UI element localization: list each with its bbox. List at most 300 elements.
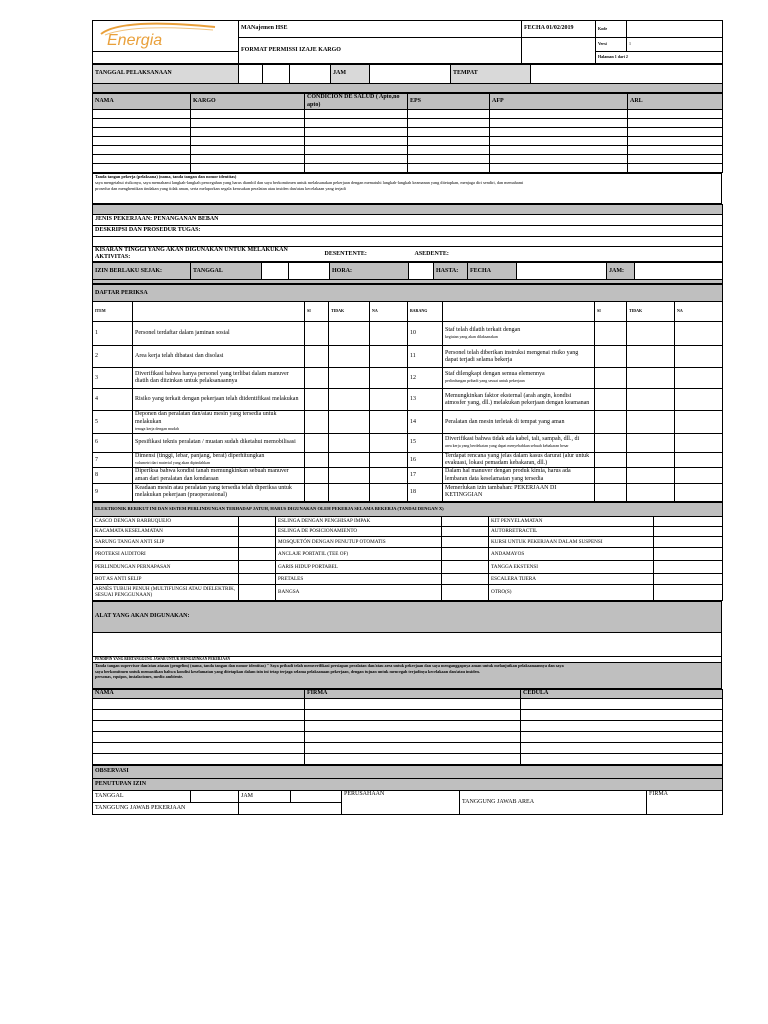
approval-cell[interactable] [93, 742, 305, 753]
check-box[interactable] [595, 368, 627, 389]
item-text [443, 483, 595, 501]
worker-cell[interactable] [305, 146, 408, 155]
closure-time-label: JAM [239, 790, 291, 802]
worker-cell[interactable] [191, 137, 305, 146]
worker-cell[interactable] [408, 119, 490, 128]
valid-fecha-label: FECHA [468, 263, 517, 280]
check-box[interactable] [675, 389, 723, 411]
ppe-item-label: AUTORRETRACTIL [489, 526, 654, 536]
ppe-checkbox[interactable] [442, 547, 489, 560]
check-box[interactable] [627, 483, 675, 501]
worker-cell[interactable] [490, 137, 628, 146]
check-box[interactable] [627, 322, 675, 346]
worker-cell[interactable] [191, 119, 305, 128]
approval-cell[interactable] [305, 698, 521, 709]
item-number: 18 [408, 483, 443, 501]
worker-cell[interactable] [93, 146, 191, 155]
ppe-checkbox[interactable] [654, 526, 723, 536]
approval-cell[interactable] [305, 731, 521, 742]
worker-cell[interactable] [490, 155, 628, 164]
worker-row [93, 164, 723, 173]
item-text [443, 452, 595, 467]
item-text [133, 368, 305, 389]
item-text [133, 411, 305, 434]
item-number: 1 [93, 322, 133, 346]
check-box[interactable] [675, 411, 723, 434]
check-box[interactable] [595, 468, 627, 483]
column-header: NAMA [93, 94, 191, 110]
worker-cell[interactable] [408, 164, 490, 173]
checklist-header-row [93, 302, 723, 322]
worker-cell[interactable] [408, 146, 490, 155]
worker-cell[interactable] [191, 128, 305, 137]
check-box[interactable] [329, 368, 370, 389]
column-header: CONDICIÓN DE SALUD ( Apto,no apto) [305, 94, 408, 110]
check-box[interactable] [305, 389, 329, 411]
item-text [443, 411, 595, 434]
check-box[interactable] [370, 468, 408, 483]
approval-cell[interactable] [93, 753, 305, 764]
ppe-item-label: TANGGA EKSTENSI [489, 560, 654, 573]
checklist-row [93, 452, 723, 467]
worker-row [93, 119, 723, 128]
checklist-row [93, 389, 723, 411]
execution-date-field[interactable] [290, 65, 331, 84]
ppe-row [93, 516, 723, 526]
ppe-item-label: OTRO(S) [489, 584, 654, 600]
checklist-title: DAFTAR PERIKSA [93, 285, 723, 302]
check-box[interactable] [595, 483, 627, 501]
item-sub: volumetri dari material yang akan dipindahkan [135, 460, 210, 466]
ppe-item-label: KACAMATA KESELAMATAN [93, 526, 239, 536]
closure-date-field[interactable] [191, 790, 239, 802]
worker-row [93, 137, 723, 146]
item-number: 2 [93, 346, 133, 368]
ppe-row [93, 526, 723, 536]
item-main: Keadaan mesin atau peralatan yang tersedia telah diperiksa untuk melakukan pekerjaan (praoperasional) [135, 485, 292, 499]
ppe-checkbox[interactable] [654, 516, 723, 526]
approval-cell[interactable] [305, 720, 521, 731]
checklist-row [93, 468, 723, 483]
worker-cell[interactable] [93, 119, 191, 128]
check-box[interactable] [329, 468, 370, 483]
check-box[interactable] [370, 452, 408, 467]
column-header: FIRMA [305, 689, 521, 698]
approval-cell[interactable] [93, 720, 305, 731]
valid-from-label: IZIN BERLAKU SEJAK: [93, 263, 191, 280]
check-box[interactable] [370, 389, 408, 411]
ppe-item-label: ANDAMAYOS [489, 547, 654, 560]
worker-row [93, 128, 723, 137]
check-box[interactable] [627, 433, 675, 452]
check-box[interactable] [305, 346, 329, 368]
item-text [133, 452, 305, 467]
item-main: Area kerja telah dibatasi dan disolasi [135, 353, 224, 360]
energia-logo-icon [95, 21, 233, 51]
check-box[interactable] [675, 468, 723, 483]
check-box[interactable] [305, 368, 329, 389]
closure-firma-label: FIRMA [647, 790, 723, 814]
check-box[interactable] [370, 368, 408, 389]
ppe-item-label: SARUNG TANGAN ANTI SLIP [93, 536, 239, 547]
item-main: Risiko yang terkait dengan pekerjaan telah diidentifikasi melakukan [135, 396, 299, 403]
job-description-label[interactable]: DESKRIPSI DAN PROSEDUR TUGAS: [93, 226, 723, 237]
execution-date-field[interactable] [263, 65, 290, 84]
place-field[interactable] [531, 65, 723, 84]
tidak-header: TIDAK [329, 302, 370, 322]
ppe-checkbox[interactable] [442, 584, 489, 600]
declaration-text [93, 174, 722, 204]
item-text [443, 368, 595, 389]
approval-cell[interactable] [521, 731, 723, 742]
ppe-row [93, 560, 723, 573]
closure-time-field[interactable] [291, 790, 342, 802]
empty-header [443, 302, 595, 322]
item-number: 10 [408, 322, 443, 346]
code-value[interactable] [627, 21, 723, 38]
worker-cell[interactable] [191, 146, 305, 155]
closure-section [92, 765, 723, 815]
item-text [443, 346, 595, 368]
worker-cell[interactable] [408, 137, 490, 146]
valid-jam-label: JAM: [607, 263, 635, 280]
ppe-item-label: BOT AS ANTI SELIP [93, 573, 239, 584]
worker-cell[interactable] [305, 110, 408, 119]
check-box[interactable] [627, 411, 675, 434]
ppe-checkbox[interactable] [442, 526, 489, 536]
barang-header: BARANG [408, 302, 443, 322]
worker-cell[interactable] [408, 155, 490, 164]
worker-cell[interactable] [490, 110, 628, 119]
approval-cell[interactable] [521, 742, 723, 753]
approval-cell[interactable] [305, 753, 521, 764]
worker-cell[interactable] [305, 137, 408, 146]
ppe-row [93, 547, 723, 560]
approval-row [93, 698, 723, 709]
descent-label[interactable]: DESENTENTE: [323, 247, 413, 262]
ppe-checkbox[interactable] [442, 573, 489, 584]
check-box[interactable] [370, 411, 408, 434]
worker-cell[interactable] [490, 119, 628, 128]
worker-cell[interactable] [93, 164, 191, 173]
worker-row [93, 110, 723, 119]
approval-row [93, 709, 723, 720]
approval-row [93, 742, 723, 753]
closure-work-responsible: TANGGUNG JAWAB PEKERJAAN [93, 802, 239, 814]
check-box[interactable] [370, 433, 408, 452]
worker-cell[interactable] [408, 110, 490, 119]
declaration-line: saya mengetahui risikonya, saya memahami langkah-langkah pencegahan yang harus diambil dan saya berkomitmen untuk melaksanakan pekerjaan dengan mematuhi langkah-langkah keamanan yang ditetapkan, menjaga diri sendiri, dan memahami [95, 179, 524, 185]
ppe-row [93, 584, 723, 600]
item-number: 4 [93, 389, 133, 411]
item-main: Diverifikasi bahwa hanya personel yang terlibat dalam manuver diatih dan diizinkan untuk pelaksanaannya [135, 371, 289, 385]
item-sub: kegiatan yang akan dilaksanakan [445, 333, 498, 339]
column-header: AFP [490, 94, 628, 110]
ppe-checkbox[interactable] [239, 573, 276, 584]
item-main: Peralatan dan mesin terletak di tempat yang aman [445, 418, 565, 425]
item-text [133, 322, 305, 346]
item-number: 12 [408, 368, 443, 389]
worker-cell[interactable] [628, 137, 723, 146]
worker-cell[interactable] [93, 110, 191, 119]
column-header: EPS [408, 94, 490, 110]
tools-section [92, 601, 722, 689]
worker-cell[interactable] [490, 146, 628, 155]
approval-cell[interactable] [305, 709, 521, 720]
ppe-title: ELEKTRONIK BERIKUT INI DAN SISTEM PERLINDUNGAN TERHADAP JATUH, HARUS DIGUNAKAN OLEH PEKERJA SELAMA BEKERJA (TANDAI DENGAN X) [93, 502, 723, 516]
worker-cell[interactable] [305, 164, 408, 173]
job-info [92, 204, 723, 262]
height-range-label: KISARAN TINGGI YANG AKAN DIGUNAKAN UNTUK MELAKUKAN AKTIVITAS: [93, 247, 323, 262]
ppe-item-label: ESCALERA TIJERA [489, 573, 654, 584]
check-box[interactable] [329, 389, 370, 411]
item-main: Diperiksa bahwa kondisi tanah memungkinkan sebuah manuver aman dari peralatan dan kendaraan [135, 468, 289, 482]
ppe-item-label: ESLINGA DENGAN PENGHISAP IMPAK [276, 516, 442, 526]
check-box[interactable] [595, 433, 627, 452]
approval-cell[interactable] [93, 698, 305, 709]
item-number: 13 [408, 389, 443, 411]
check-box[interactable] [305, 322, 329, 346]
execution-row [92, 64, 723, 93]
check-box[interactable] [595, 346, 627, 368]
item-number: 15 [408, 433, 443, 452]
closure-area-responsible: TANGGUNG JAWAB AREA [460, 790, 647, 814]
check-box[interactable] [627, 368, 675, 389]
ppe-item-label: KURSI UNTUK PEKERJAAN DALAM SUSPENSI [489, 536, 654, 547]
item-main: Deponen dan peralatan dan/atau mesin yang tersedia untuk melakukan [135, 411, 277, 425]
execution-time-field[interactable] [370, 65, 451, 84]
checklist-row [93, 411, 723, 434]
ppe-checkbox[interactable] [654, 573, 723, 584]
execution-date-label: TANGGAL PELAKSANAAN [93, 65, 239, 84]
workers-table [92, 93, 723, 173]
worker-cell[interactable] [191, 155, 305, 164]
ppe-table [92, 502, 723, 601]
worker-cell[interactable] [191, 110, 305, 119]
work-permit-form [92, 20, 722, 815]
company-logo [93, 21, 239, 52]
ppe-item-label: PROTEKSI AUDITORI [93, 547, 239, 560]
item-number: 17 [408, 468, 443, 483]
worker-cell[interactable] [490, 164, 628, 173]
ppe-checkbox[interactable] [239, 526, 276, 536]
column-header: KARGO [191, 94, 305, 110]
column-header: NAMA [93, 689, 305, 698]
ppe-checkbox[interactable] [654, 547, 723, 560]
ppe-item-label: PERLINDUNGAN PERNAPASAN [93, 560, 239, 573]
date-cell-empty [522, 38, 596, 64]
approval-line: saya berkomitmen untuk memastikan bahwa kondisi keselamatan yang ditetapkan dalam izin ini tetap terjaga selama pelaksanaan pekerjaan, dengan tujuan untuk mencegah terjadinya kecelakaan dan/atau insiden. [95, 668, 480, 674]
checklist-row [93, 346, 723, 368]
approval-cell[interactable] [305, 742, 521, 753]
valid-hour-field[interactable] [409, 263, 434, 280]
check-box[interactable] [370, 322, 408, 346]
worker-cell[interactable] [628, 164, 723, 173]
form-header [92, 20, 723, 64]
ppe-item-label: GARIS HIDUP PORTABEL [276, 560, 442, 573]
job-description-field[interactable] [93, 237, 723, 247]
valid-until-label: HASTA: [434, 263, 468, 280]
section-divider [93, 84, 723, 93]
ppe-item-label: PRETALES [276, 573, 442, 584]
ppe-checkbox[interactable] [239, 547, 276, 560]
check-box[interactable] [370, 483, 408, 501]
ppe-item-label: ARNÉS TUBUH PENUH (MULTIFUNGSI ATAU DIELEKTRIK, SESUAI PENGGUNAAN) [93, 584, 239, 600]
observations-label: OBSERVASI [93, 765, 723, 778]
approval-cell[interactable] [521, 753, 723, 764]
approval-line: personas, equipos, instalaciones, medio ambiente. [95, 674, 184, 680]
form-date: FECHA 01/02/2019 [522, 21, 596, 38]
si-header: SI [595, 302, 627, 322]
item-sub: area kerja yang berdekatan yang dapat menyebabkan sebuah kebakaran besar [445, 442, 569, 448]
worker-cell[interactable] [305, 119, 408, 128]
ascent-label[interactable]: ASEDENTE: [413, 247, 723, 262]
item-main: Diverifikasi bahwa tidak ada kabel, tali, sampah, dll., di [445, 435, 580, 442]
code-label: Kode [596, 21, 627, 38]
ppe-item-label: MOSQUETÓN DENGAN PENUTUP OTOMATIS [276, 536, 442, 547]
checklist-table [92, 284, 723, 501]
ppe-row [93, 573, 723, 584]
logo-text: Energia [107, 32, 163, 49]
check-box[interactable] [305, 468, 329, 483]
logo-spacer [93, 52, 239, 64]
check-box[interactable] [675, 346, 723, 368]
item-main: Memungkinkan faktor eksternal (arah angin, kondisi atmosfer yang, dll.) melakukan pekerjaan dengan keamanan [445, 392, 590, 406]
check-box[interactable] [329, 322, 370, 346]
ppe-checkbox[interactable] [239, 516, 276, 526]
closure-title: PENUTUPAN IZIN [93, 778, 723, 790]
check-box[interactable] [305, 452, 329, 467]
worker-cell[interactable] [305, 128, 408, 137]
valid-until-date-field[interactable] [517, 263, 607, 280]
approval-row [93, 720, 723, 731]
worker-cell[interactable] [628, 110, 723, 119]
check-box[interactable] [595, 452, 627, 467]
ppe-checkbox[interactable] [442, 560, 489, 573]
worker-row [93, 155, 723, 164]
item-main: Personel terdaftar dalam jaminan sosial [135, 330, 230, 337]
worker-cell[interactable] [93, 137, 191, 146]
ppe-checkbox[interactable] [239, 584, 276, 600]
check-box[interactable] [595, 389, 627, 411]
worker-cell[interactable] [305, 155, 408, 164]
item-sub: perlindungan pribadi yang sesuai untuk pekerjaan [445, 378, 525, 384]
approval-cell[interactable] [521, 698, 723, 709]
check-box[interactable] [627, 468, 675, 483]
check-box[interactable] [675, 322, 723, 346]
approval-row [93, 753, 723, 764]
check-box[interactable] [329, 433, 370, 452]
check-box[interactable] [675, 433, 723, 452]
item-main: Terdapat rencana yang jelas dalam kasus darurat (alur untuk evakuasi, lokasi pemadam kebakaran, dll.) [445, 452, 590, 467]
item-text [133, 483, 305, 501]
worker-cell[interactable] [93, 128, 191, 137]
ppe-checkbox[interactable] [654, 536, 723, 547]
item-text [133, 346, 305, 368]
item-number: 14 [408, 411, 443, 434]
item-main: Memerlukan izin tambahan: PEKERJAAN DI KETINGGIAN [445, 485, 557, 499]
ppe-checkbox[interactable] [654, 584, 723, 600]
column-header: ARL [628, 94, 723, 110]
ppe-checkbox[interactable] [239, 536, 276, 547]
worker-declaration [92, 173, 722, 204]
si-header: SI [305, 302, 329, 322]
item-number: 6 [93, 433, 133, 452]
declaration-line: prosedur dan menghentikan tindakan yang tidak aman, serta melaporkan segala kerusakan peralatan atau insiden dan/atau kecelakaan yang terjadi [95, 185, 346, 191]
check-box[interactable] [305, 433, 329, 452]
ppe-item-label: CASCO DENGAN BARBUQUEJO [93, 516, 239, 526]
check-box[interactable] [329, 483, 370, 501]
tools-field[interactable] [93, 632, 722, 656]
worker-cell[interactable] [191, 164, 305, 173]
check-box[interactable] [329, 411, 370, 434]
closure-work-responsible-field[interactable] [239, 802, 342, 814]
worker-cell[interactable] [490, 128, 628, 137]
valid-date-field[interactable] [262, 263, 289, 280]
approval-cell[interactable] [521, 709, 723, 720]
check-box[interactable] [305, 483, 329, 501]
section-divider [93, 280, 723, 284]
item-number: 7 [93, 452, 133, 467]
item-number: 16 [408, 452, 443, 467]
approval-cell[interactable] [93, 731, 305, 742]
execution-date-field[interactable] [239, 65, 263, 84]
item-main: Personel telah diberikan instruksi mengenai risiko yang dapat terjadi selama bekerja [445, 349, 579, 363]
check-box[interactable] [675, 483, 723, 501]
check-box[interactable] [329, 452, 370, 467]
check-box[interactable] [675, 368, 723, 389]
ppe-checkbox[interactable] [442, 536, 489, 547]
item-main: Staf telah dilatih terkait dengan [445, 326, 521, 333]
ppe-item-label: KIT PENYELAMATAN [489, 516, 654, 526]
na-header: NA [370, 302, 408, 322]
item-text [443, 433, 595, 452]
worker-cell[interactable] [628, 146, 723, 155]
worker-cell[interactable] [93, 155, 191, 164]
ppe-checkbox[interactable] [239, 560, 276, 573]
check-box[interactable] [370, 346, 408, 368]
ppe-checkbox[interactable] [654, 560, 723, 573]
item-main: Spesifikasi teknis peralatan / muatan sudah diketahui memobilisasi [135, 439, 296, 446]
check-box[interactable] [329, 346, 370, 368]
worker-cell[interactable] [628, 155, 723, 164]
ppe-item-label: ESLINGA DE POSICIONAMIENTO [276, 526, 442, 536]
check-box[interactable] [305, 411, 329, 434]
item-text [443, 389, 595, 411]
worker-cell[interactable] [628, 119, 723, 128]
check-box[interactable] [675, 452, 723, 467]
check-box[interactable] [627, 346, 675, 368]
worker-cell[interactable] [408, 128, 490, 137]
page-number: Halaman 1 dari 2 [596, 52, 723, 64]
valid-hour-label: HORA: [330, 263, 409, 280]
check-box[interactable] [627, 389, 675, 411]
check-box[interactable] [595, 411, 627, 434]
item-main: Dimensi (tinggi, lebar, panjang, berat) diperhitungkan [135, 452, 265, 459]
ppe-checkbox[interactable] [442, 516, 489, 526]
checklist-row [93, 368, 723, 389]
valid-until-time-field[interactable] [635, 263, 723, 280]
worker-row [93, 146, 723, 155]
form-title: FORMAT PERMISSI IZAJE KARGO [239, 38, 522, 64]
check-box[interactable] [627, 452, 675, 467]
worker-cell[interactable] [628, 128, 723, 137]
approval-cell[interactable] [93, 709, 305, 720]
item-text [133, 468, 305, 483]
check-box[interactable] [595, 322, 627, 346]
approval-cell[interactable] [521, 720, 723, 731]
valid-date-field[interactable] [289, 263, 330, 280]
